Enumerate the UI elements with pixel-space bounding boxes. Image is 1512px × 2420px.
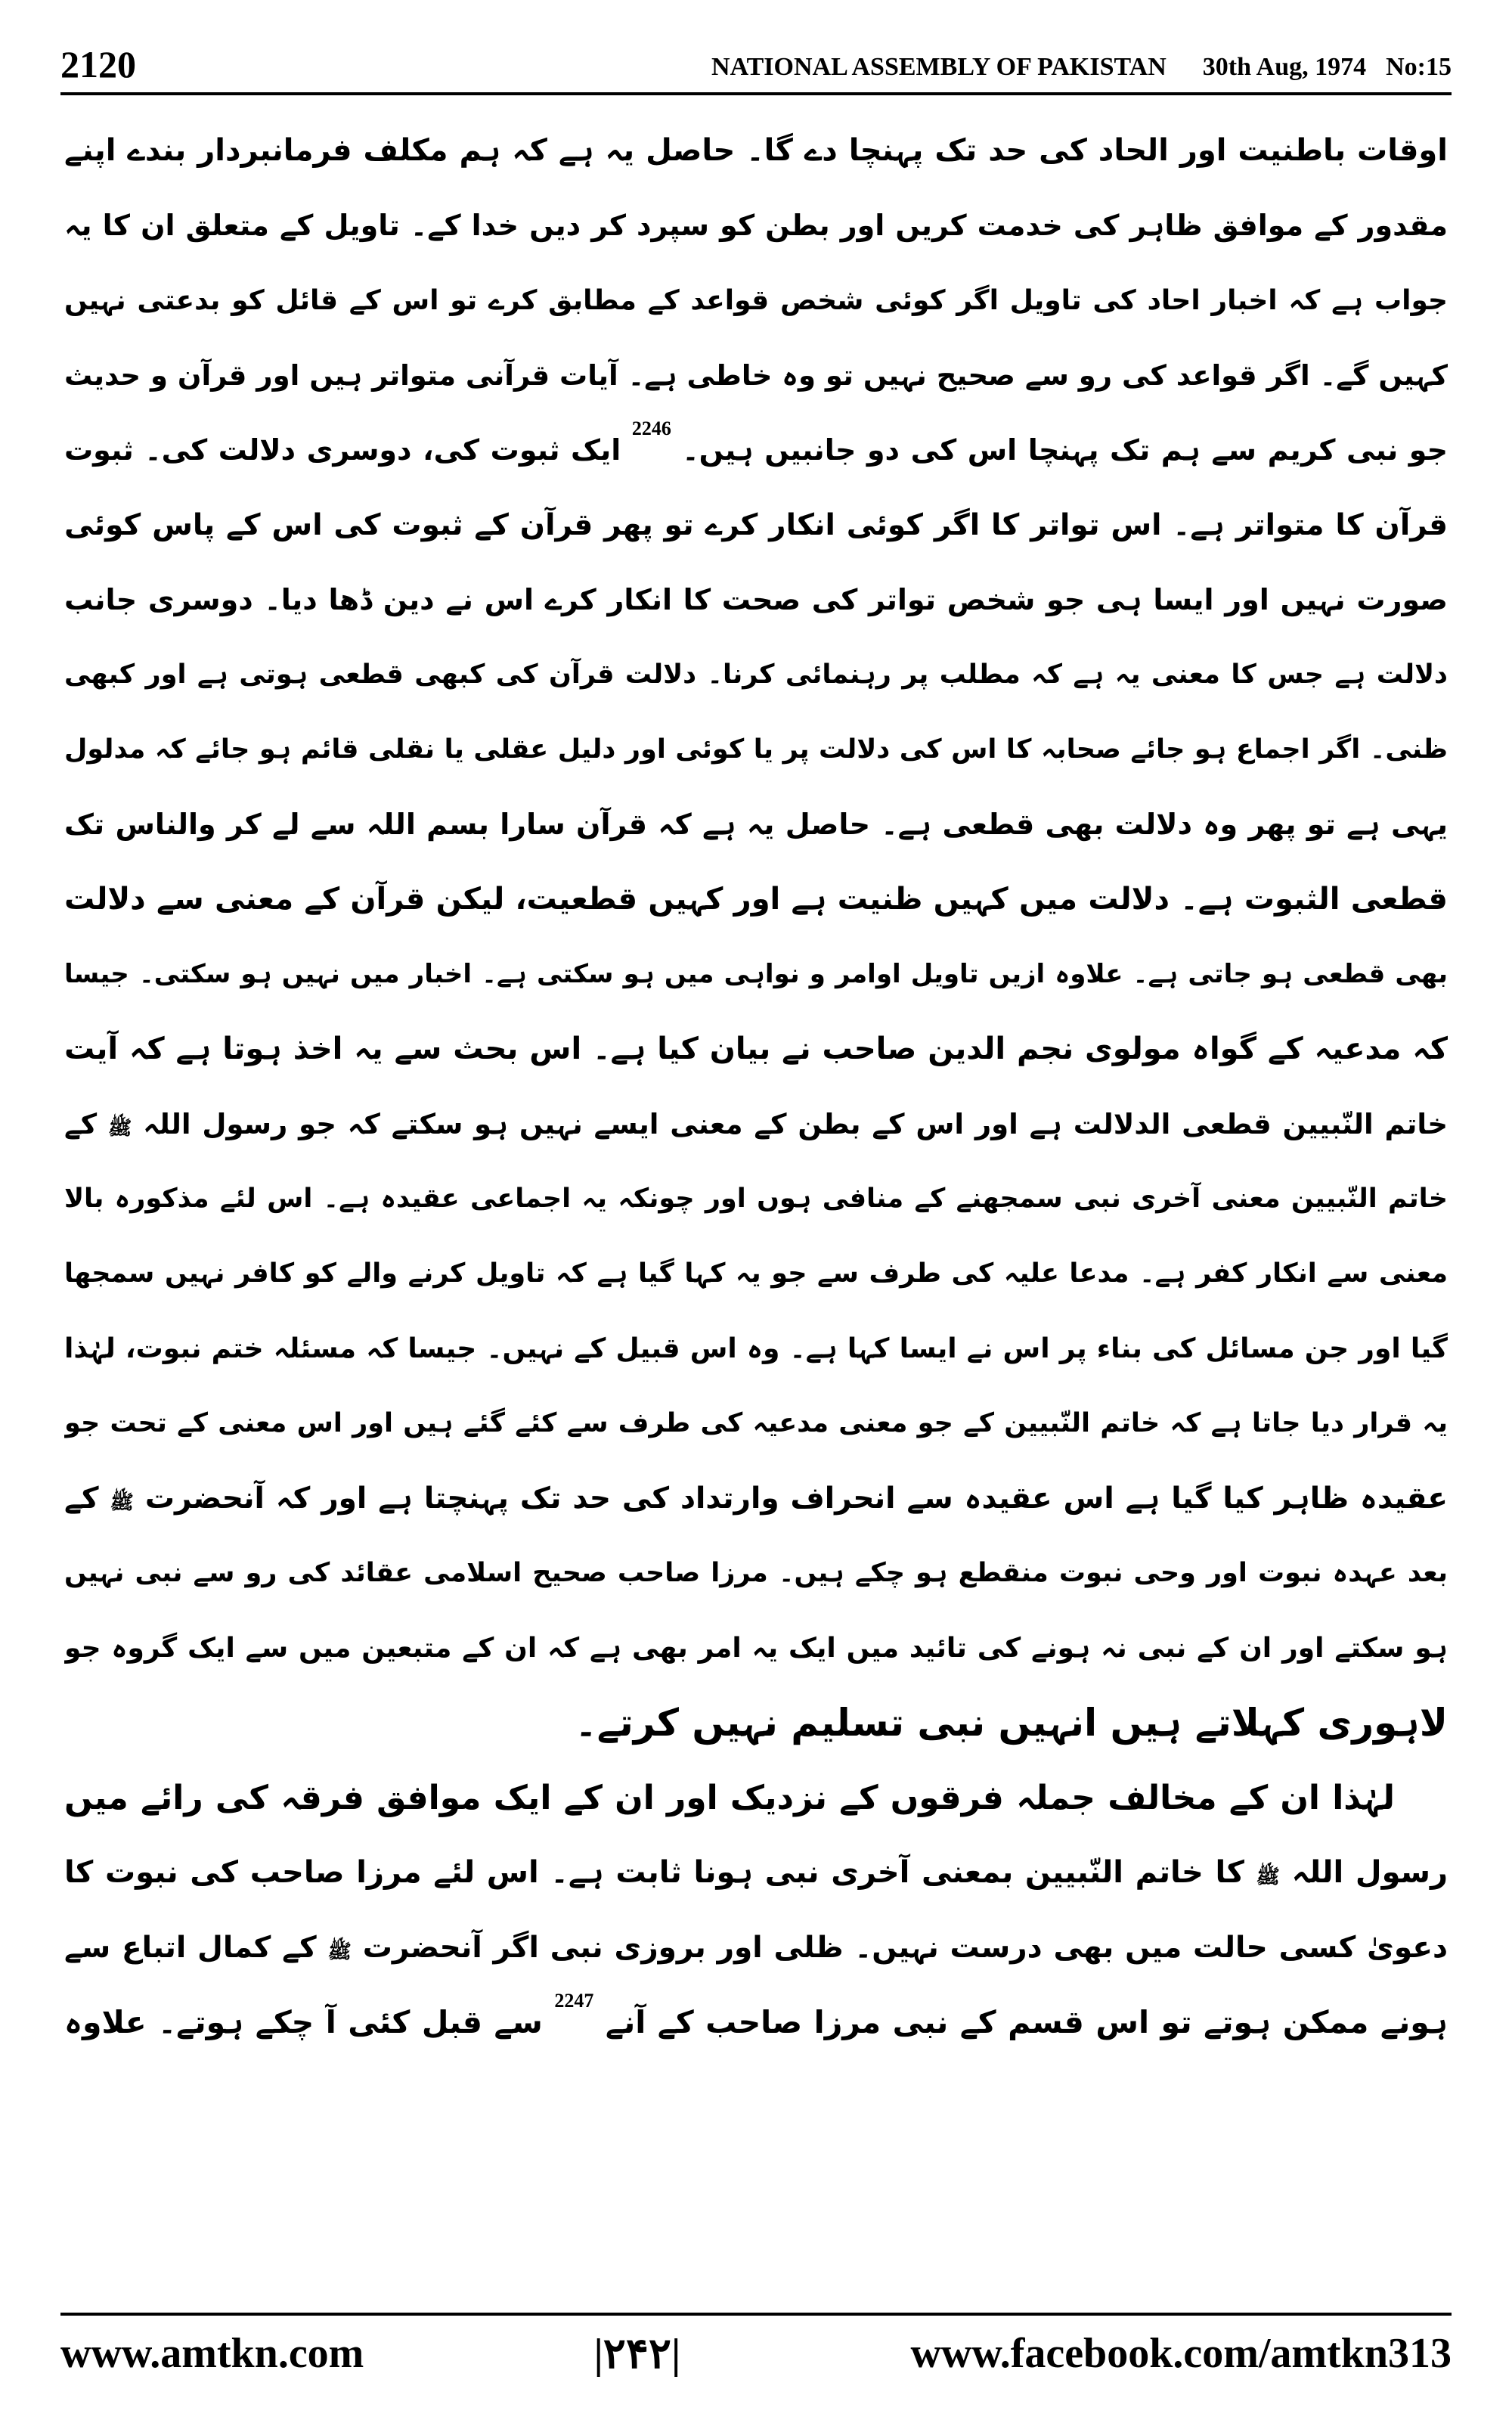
urdu-page-number: |۲۴۲| [593,2330,681,2378]
text-segment: کا خاتم النّبیین بمعنی آخری نبی ہونا ثابت ہے۔ اس لئے مرزا صاحب کی نبوت کا [64,1855,1244,1890]
text-line: معنی سے انکار کفر ہے۔ مدعا علیہ کی طرف سے جو یہ کہا گیا ہے کہ تاویل کرنے والے کو کافر نہیں سمجھا [64,1258,1448,1289]
text-line [64,1087,1448,1162]
text-segment: دعویٰ کسی حالت میں بھی درست نہیں۔ ظلی اور بروزی نبی اگر آنحضرت [362,1931,1448,1965]
page-footer [60,2323,1452,2384]
text-segment: جو نبی کریم سے ہم تک پہنچا اس کی دو جانبیں ہیں۔ [682,433,1448,467]
session-date: 30th Aug, 1974 [1202,53,1367,81]
text-line: کہیں گے۔ اگر قواعد کی رو سے صحیح نہیں تو وہ خاطی ہے۔ آیات قرآنی متواتر ہیں اور قرآن و حدیث [64,359,1448,392]
header-divider [60,92,1452,95]
text-segment: کے [64,1481,99,1516]
text-line: قطعی الثبوت ہے۔ دلالت میں کہیں ظنیت ہے اور کہیں قطعیت، لیکن قرآن کے معنی سے دلالت [64,882,1448,917]
salutation-glyph: ﷺ [1256,1866,1280,1888]
text-line: ہو سکتے اور ان کے نبی نہ ہونے کی تائید میں ایک یہ امر بھی ہے کہ ان کے متبعین میں سے ایک گروہ جو [64,1633,1448,1664]
text-line: کہ مدعیہ کے گواہ مولوی نجم الدین صاحب نے بیان کیا ہے۔ اس بحث سے یہ اخذ ہوتا ہے کہ آیت [64,1032,1448,1066]
text-segment: کے کمال اتباع سے [64,1931,317,1965]
text-segment: رسول اللہ [1291,1855,1448,1890]
text-line [64,1985,1448,2060]
text-line: خاتم النّبیین معنی آخری نبی سمجھنے کے منافی ہوں اور چونکہ یہ اجماعی عقیدہ ہے۔ اس لئے مذکورہ بالا [64,1184,1448,1214]
text-line: دلالت ہے جس کا معنی یہ ہے کہ مطلب پر رہنمائی کرنا۔ دلالت قرآن کی کبھی قطعی ہوتی ہے اور کبھی [64,659,1448,690]
text-line: یہی ہے تو پھر وہ دلالت بھی قطعی ہے۔ حاصل یہ ہے کہ قرآن سارا بسم اللہ سے لے کر والناس تک [64,808,1448,841]
text-line: مقدور کے موافق ظاہر کی خدمت کریں اور بطن کو سپرد کر دیں خدا کے۔ تاویل کے متعلق ان کا یہ [64,209,1448,242]
footer-divider [60,2313,1452,2316]
text-line: لہٰذا ان کے مخالف جملہ فرقوں کے نزدیک اور ان کے ایک موافق فرقہ کی رائے میں [64,1779,1395,1817]
text-segment: عقیدہ ظاہر کیا گیا ہے اس عقیدہ سے انحراف وارتداد کی حد تک پہنچتا ہے اور کہ آنحضرت [144,1481,1448,1516]
text-line: اوقات باطنیت اور الحاد کی حد تک پہنچا دے گا۔ حاصل یہ ہے کہ ہم مکلف فرمانبردار بندے اپنے [64,133,1448,168]
text-line: ظنی۔ اگر اجماع ہو جائے صحابہ کا اس کی دلالت پر یا کوئی اور دلیل عقلی یا نقلی قائم ہو جائے کہ مدلول [64,734,1448,765]
text-line: بعد عہدہ نبوت اور وحی نبوت منقطع ہو چکے ہیں۔ مرزا صاحب صحیح اسلامی عقائد کی رو سے نبی نہیں [64,1558,1448,1588]
text-line [64,413,1448,488]
text-line: یہ قرار دیا جاتا ہے کہ خاتم النّبیین کے جو معنی مدعیہ کی طرف سے کئے گئے ہیں اور اس معنی کے تحت جو [64,1408,1448,1438]
text-line [64,1461,1448,1536]
text-line: بھی قطعی ہو جاتی ہے۔ علاوہ ازیں تاویل اوامر و نواہی میں ہو سکتی ہے۔ اخبار میں نہیں ہو سکتی۔ جیسا [64,959,1448,989]
website-link[interactable]: www.amtkn.com [60,2330,364,2377]
publication-title: NATIONAL ASSEMBLY OF PAKISTAN [711,53,1167,81]
text-line: صورت نہیں اور ایسا ہی جو شخص تواتر کی صحت کا انکار کرے اس نے دین ڈھا دیا۔ دوسری جانب [64,583,1448,616]
footnote-ref-2247: 2247 [554,1990,594,2012]
facebook-link[interactable]: www.facebook.com/amtkn313 [910,2330,1452,2377]
salutation-glyph: ﷺ [327,1941,352,1963]
page-number: 2120 [60,43,136,85]
header-info [711,54,1452,83]
urdu-body-text [64,113,1448,2299]
text-line [64,1835,1448,1910]
text-segment: خاتم النّبیین قطعی الدلالت ہے اور اس کے بطن کے معنی ایسے نہیں ہو سکتے کہ جو رسول اللہ [143,1108,1448,1140]
text-segment: کے [64,1108,98,1140]
salutation-glyph: ﷺ [107,1117,132,1140]
text-line: لاہوری کہلاتے ہیں انہیں نبی تسلیم نہیں کرتے۔ [575,1701,1448,1745]
text-segment: سے قبل کئی آ چکے ہوتے۔ علاوہ [64,2004,543,2040]
text-line [64,1910,1448,1985]
text-segment: ایک ثبوت کی، دوسری دلالت کی۔ ثبوت [64,433,621,467]
text-line: قرآن کا متواتر ہے۔ اس تواتر کا اگر کوئی انکار کرے تو پھر قرآن کے ثبوت کی اس کے پاس کوئی [64,508,1448,542]
text-segment: ہونے ممکن ہوتے تو اس قسم کے نبی مرزا صاحب کے آنے [605,2004,1448,2040]
footnote-ref-2246: 2246 [631,417,671,439]
salutation-glyph: ﷺ [110,1491,134,1514]
issue-number: No:15 [1386,53,1452,81]
text-line: جواب ہے کہ اخبار احاد کی تاویل اگر کوئی شخص قواعد کے مطابق کرے تو اس کے قائل کو بدعتی نہیں [64,285,1448,316]
page-header [60,30,1452,83]
text-line: گیا اور جن مسائل کی بناء پر اس نے ایسا کہا ہے۔ وہ اس قبیل کے نہیں۔ جیسا کہ مسئلہ ختم نبوت، لہٰذا [64,1333,1448,1364]
